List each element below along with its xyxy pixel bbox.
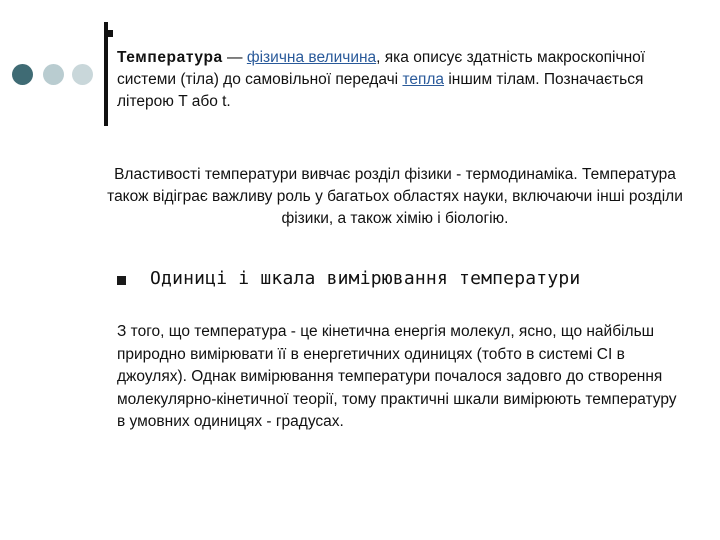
vertical-divider-bar [104,22,108,126]
definition-dash: — [222,49,247,66]
link-physical-quantity[interactable]: фізична величина [246,49,377,66]
definition-text-1: , яка описує здатність макроскопічної системи (тіла) до самовільної передачі [117,49,646,88]
decorative-dot-light [43,64,64,85]
properties-paragraph: Властивості температури вивчає розділ фізики - термодинаміка. Температура також відіграє важливу роль у багатьох областях науки, включаючи інші розділи фізики, а також хімію і біологію. [107,166,683,227]
divider-cap [108,30,113,37]
definition-text-2: іншим тілам. Позначається літерою T або t. [117,71,644,110]
decorative-dot-dark [12,64,33,85]
definition-paragraph [117,47,697,113]
section-heading: Одиниці і шкала вимірювання температури [150,268,581,289]
units-paragraph: З того, що температура - це кінетична енергія молекул, ясно, що найбільш природно вимірювати її в енергетичних одиницях (тобто в системі СІ в джоулях). Однак вимірювання температури почалося задовго до створення молекулярно-кінетичної теорії, тому практичні шкали вимірюють температуру в умовних одиницях - градусах. [117,323,677,430]
term-temperature: Температура [117,49,223,66]
link-heat[interactable]: тепла [402,71,445,88]
section-bullet [117,276,126,285]
decorative-dot-lighter [72,64,93,85]
